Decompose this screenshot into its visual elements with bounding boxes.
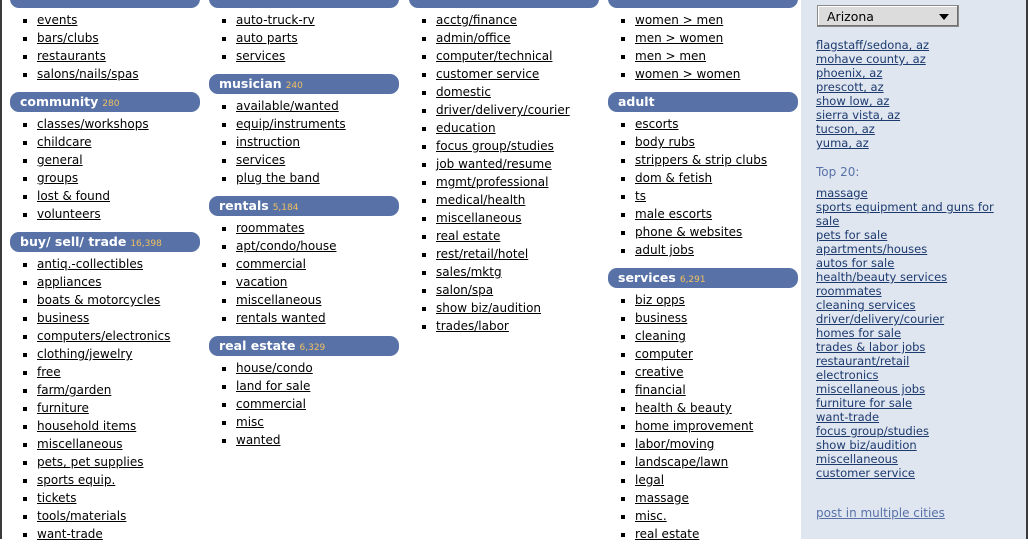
list-item — [10, 525, 200, 543]
category-link[interactable]: services — [236, 153, 286, 167]
category-link[interactable]: mgmt/professional — [436, 175, 549, 189]
list-item — [608, 65, 798, 83]
category-link[interactable]: adult jobs — [635, 243, 694, 257]
category-link[interactable]: misc. — [635, 509, 667, 523]
list-item — [816, 424, 996, 438]
category-link[interactable]: commercial — [236, 257, 306, 271]
category-link[interactable]: clothing/jewelry — [37, 347, 133, 361]
list-item — [10, 133, 200, 151]
section-count: 6,329 — [299, 343, 326, 353]
category-link[interactable]: massage — [635, 491, 689, 505]
list-item — [10, 65, 200, 83]
top20-link[interactable]: apartments/houses — [816, 242, 928, 256]
list-item — [608, 417, 798, 435]
list-item — [816, 438, 996, 452]
section-header[interactable] — [209, 336, 399, 356]
section-header[interactable] — [10, 0, 200, 8]
category-link[interactable]: ts — [635, 189, 646, 203]
list-item — [209, 273, 399, 291]
category-link[interactable]: phone & websites — [635, 225, 743, 239]
category-link[interactable]: want-trade — [37, 527, 103, 541]
list-item — [10, 489, 200, 507]
list-item — [409, 47, 599, 65]
list-item — [10, 169, 200, 187]
top20-link[interactable]: driver/delivery/courier — [816, 312, 945, 326]
category-link[interactable]: admin/office — [436, 31, 511, 45]
list-item — [816, 382, 996, 396]
section-count: 6,291 — [679, 275, 706, 285]
list-item — [816, 410, 996, 424]
section-col2-top — [209, 0, 399, 65]
section-real-estate — [209, 336, 399, 449]
list-item — [608, 345, 798, 363]
top20-link[interactable]: electronics — [816, 368, 879, 382]
list-item — [608, 507, 798, 525]
list-item — [10, 507, 200, 525]
list-item — [409, 101, 599, 119]
section-col1-top — [10, 0, 200, 83]
category-link[interactable]: available/wanted — [236, 99, 339, 113]
category-link[interactable]: real estate — [635, 527, 700, 541]
category-link[interactable]: financial — [635, 383, 686, 397]
list-item — [209, 377, 399, 395]
state-select[interactable] — [817, 5, 959, 27]
list-item — [209, 237, 399, 255]
list-item — [209, 359, 399, 377]
category-link[interactable]: wanted — [236, 433, 281, 447]
category-link[interactable]: auto parts — [236, 31, 298, 45]
section-adult — [608, 92, 798, 259]
category-link[interactable]: women > men — [635, 13, 724, 27]
list-item — [816, 108, 996, 122]
link-list — [608, 11, 798, 83]
list-item — [10, 291, 200, 309]
list-item — [209, 29, 399, 47]
list-item — [10, 151, 200, 169]
category-link[interactable]: legal — [635, 473, 665, 487]
list-item — [608, 381, 798, 399]
section-header[interactable] — [409, 0, 599, 8]
top20-link[interactable]: homes for sale — [816, 326, 902, 340]
category-link[interactable]: business — [37, 311, 90, 325]
list-item — [409, 299, 599, 317]
list-item — [816, 270, 996, 284]
list-item — [10, 345, 200, 363]
category-link[interactable]: men > women — [635, 31, 724, 45]
list-item — [10, 471, 200, 489]
list-item — [209, 413, 399, 431]
list-item — [816, 298, 996, 312]
link-list — [608, 115, 798, 259]
category-link[interactable]: vacation — [236, 275, 288, 289]
top20-link[interactable]: health/beauty services — [816, 270, 948, 284]
top20-link[interactable]: autos for sale — [816, 256, 895, 270]
list-item — [816, 452, 996, 466]
list-item — [10, 11, 200, 29]
top20-link[interactable]: pets for sale — [816, 228, 888, 242]
list-item — [816, 326, 996, 340]
section-header[interactable] — [608, 268, 798, 288]
category-link[interactable]: auto-truck-rv — [236, 13, 315, 27]
section-count: 16,398 — [130, 239, 162, 249]
category-link[interactable]: household items — [37, 419, 137, 433]
link-list — [409, 11, 599, 335]
city-link[interactable]: phoenix, az — [816, 66, 883, 80]
category-link[interactable]: rest/retail/hotel — [436, 247, 529, 261]
category-link[interactable]: commercial — [236, 397, 306, 411]
list-item — [608, 435, 798, 453]
list-item — [10, 309, 200, 327]
post-multiple-cities-link[interactable]: post in multiple cities — [816, 506, 945, 520]
category-link[interactable]: body rubs — [635, 135, 695, 149]
list-item — [10, 29, 200, 47]
category-link[interactable]: women > women — [635, 67, 741, 81]
category-link[interactable]: show biz/audition — [436, 301, 542, 315]
chevron-down-icon[interactable] — [939, 14, 949, 20]
category-link[interactable]: miscellaneous — [436, 211, 522, 225]
list-item — [816, 186, 996, 200]
section-header[interactable] — [608, 92, 798, 112]
list-item — [409, 65, 599, 83]
category-link[interactable]: tools/materials — [37, 509, 127, 523]
category-link[interactable]: creative — [635, 365, 684, 379]
category-link[interactable]: escorts — [635, 117, 679, 131]
category-link[interactable]: lost & found — [37, 189, 111, 203]
link-list — [209, 359, 399, 449]
section-services — [608, 268, 798, 543]
category-link[interactable]: apt/condo/house — [236, 239, 337, 253]
section-title[interactable]: buy/ sell/ trade — [20, 234, 127, 249]
list-item — [608, 471, 798, 489]
city-link[interactable]: tucson, az — [816, 122, 875, 136]
section-community — [10, 92, 200, 223]
list-item — [409, 11, 599, 29]
top20-link[interactable]: massage — [816, 186, 868, 200]
category-link[interactable]: services — [236, 49, 286, 63]
category-link[interactable]: bars/clubs — [37, 31, 99, 45]
list-item — [409, 245, 599, 263]
list-item — [209, 431, 399, 449]
list-item — [608, 29, 798, 47]
city-link[interactable]: flagstaff/sedona, az — [816, 38, 930, 52]
category-link[interactable]: acctg/finance — [436, 13, 518, 27]
list-item — [608, 291, 798, 309]
link-list — [10, 255, 200, 543]
list-item — [608, 309, 798, 327]
section-header[interactable] — [209, 0, 399, 8]
category-link[interactable]: equip/instruments — [236, 117, 346, 131]
city-link[interactable]: sierra vista, az — [816, 108, 901, 122]
link-list — [10, 115, 200, 223]
list-item — [409, 119, 599, 137]
column-3 — [409, 0, 599, 344]
top20-title: Top 20: — [816, 165, 860, 179]
list-item — [608, 115, 798, 133]
list-item — [209, 169, 399, 187]
category-link[interactable]: focus group/studies — [436, 139, 554, 153]
top20-link[interactable]: focus group/studies — [816, 424, 929, 438]
list-item — [608, 205, 798, 223]
category-link[interactable]: computers/electronics — [37, 329, 171, 343]
city-link[interactable]: show low, az — [816, 94, 890, 108]
section-header[interactable] — [608, 0, 798, 8]
category-link[interactable]: miscellaneous — [37, 437, 123, 451]
category-link[interactable]: groups — [37, 171, 79, 185]
category-link[interactable]: rentals wanted — [236, 311, 326, 325]
category-link[interactable]: appliances — [37, 275, 102, 289]
category-link[interactable]: health & beauty — [635, 401, 732, 415]
category-link[interactable]: general — [37, 153, 83, 167]
list-item — [816, 284, 996, 298]
list-item — [608, 133, 798, 151]
list-item — [816, 136, 996, 150]
category-link[interactable]: volunteers — [37, 207, 101, 221]
section-title[interactable]: rentals — [219, 198, 269, 213]
category-link[interactable]: miscellaneous — [236, 293, 322, 307]
list-item — [409, 137, 599, 155]
category-link[interactable]: furniture — [37, 401, 89, 415]
category-link[interactable]: men > men — [635, 49, 707, 63]
section-title[interactable]: community — [20, 94, 99, 109]
category-link[interactable]: house/condo — [236, 361, 313, 375]
list-item — [608, 11, 798, 29]
category-link[interactable]: labor/moving — [635, 437, 715, 451]
city-link[interactable]: prescott, az — [816, 80, 884, 94]
list-item — [608, 223, 798, 241]
category-link[interactable]: computer — [635, 347, 693, 361]
category-link[interactable]: education — [436, 121, 496, 135]
list-item — [608, 453, 798, 471]
top20-link[interactable]: furniture for sale — [816, 396, 913, 410]
list-item — [816, 66, 996, 80]
category-link[interactable]: plug the band — [236, 171, 320, 185]
top20-link[interactable]: sports equipment and guns for sale — [816, 200, 994, 228]
list-item — [608, 327, 798, 345]
link-list — [209, 97, 399, 187]
list-item — [10, 205, 200, 223]
list-item — [10, 273, 200, 291]
section-musician — [209, 74, 399, 187]
category-link[interactable]: restaurants — [37, 49, 106, 63]
section-col3-top — [409, 0, 599, 335]
section-header[interactable] — [209, 74, 399, 94]
list-item — [10, 381, 200, 399]
category-link[interactable]: pets, pet supplies — [37, 455, 144, 469]
category-link[interactable]: roommates — [236, 221, 305, 235]
section-col4-top — [608, 0, 798, 83]
city-link[interactable]: yuma, az — [816, 136, 869, 150]
category-link[interactable]: male escorts — [635, 207, 713, 221]
top20-link[interactable]: want-trade — [816, 410, 880, 424]
category-link[interactable]: sports equip. — [37, 473, 116, 487]
section-header[interactable] — [209, 196, 399, 216]
link-list — [10, 11, 200, 83]
list-item — [816, 200, 996, 228]
list-item — [608, 151, 798, 169]
list-item — [209, 255, 399, 273]
category-link[interactable]: land for sale — [236, 379, 311, 393]
list-item — [816, 242, 996, 256]
list-item — [209, 97, 399, 115]
list-item — [608, 399, 798, 417]
section-header[interactable] — [10, 232, 200, 252]
list-item — [409, 173, 599, 191]
list-item — [608, 169, 798, 187]
list-item — [209, 291, 399, 309]
list-item — [816, 312, 996, 326]
category-link[interactable]: classes/workshops — [37, 117, 149, 131]
category-link[interactable]: computer/technical — [436, 49, 553, 63]
list-item — [816, 80, 996, 94]
list-item — [209, 219, 399, 237]
list-item — [10, 47, 200, 65]
section-count: 280 — [102, 99, 120, 109]
list-item — [816, 52, 996, 66]
list-item — [608, 525, 798, 543]
list-item — [409, 317, 599, 335]
link-list — [608, 291, 798, 543]
list-item — [608, 241, 798, 259]
list-item — [209, 47, 399, 65]
category-link[interactable]: home improvement — [635, 419, 754, 433]
category-link[interactable]: sales/mktg — [436, 265, 502, 279]
list-item — [409, 281, 599, 299]
list-item — [409, 227, 599, 245]
category-link[interactable]: instruction — [236, 135, 301, 149]
list-item — [10, 363, 200, 381]
sidebar — [801, 0, 1026, 539]
list-item — [816, 368, 996, 382]
list-item — [816, 94, 996, 108]
top20-link[interactable]: restaurant/retail — [816, 354, 910, 368]
list-item — [816, 396, 996, 410]
section-title[interactable]: adult — [618, 94, 655, 109]
category-link[interactable]: salon/spa — [436, 283, 494, 297]
category-link[interactable]: medical/health — [436, 193, 526, 207]
section-rentals — [209, 196, 399, 327]
category-link[interactable]: salons/nails/spas — [37, 67, 139, 81]
category-link[interactable]: real estate — [436, 229, 501, 243]
top20-link[interactable]: roommates — [816, 284, 882, 298]
section-count: 5,184 — [272, 203, 299, 213]
list-item — [409, 191, 599, 209]
list-item — [10, 417, 200, 435]
category-link[interactable]: driver/delivery/courier — [436, 103, 570, 117]
category-link[interactable]: biz opps — [635, 293, 685, 307]
top20-link[interactable]: show biz/audition — [816, 438, 917, 452]
list-item — [816, 38, 996, 52]
list-item — [209, 133, 399, 151]
section-title[interactable]: services — [618, 270, 676, 285]
list-item — [409, 209, 599, 227]
category-link[interactable]: events — [37, 13, 78, 27]
link-list — [209, 11, 399, 65]
list-item — [608, 489, 798, 507]
category-link[interactable]: antiq.-collectibles — [37, 257, 143, 271]
city-list — [816, 38, 996, 150]
top20-link[interactable]: miscellaneous — [816, 452, 898, 466]
category-link[interactable]: free — [37, 365, 61, 379]
list-item — [209, 395, 399, 413]
list-item — [209, 309, 399, 327]
category-link[interactable]: boats & motorcycles — [37, 293, 161, 307]
list-item — [816, 228, 996, 242]
category-link[interactable]: misc — [236, 415, 264, 429]
list-item — [10, 255, 200, 273]
category-link[interactable]: childcare — [37, 135, 92, 149]
category-link[interactable]: farm/garden — [37, 383, 112, 397]
list-item — [409, 155, 599, 173]
list-item — [816, 256, 996, 270]
left-border — [0, 0, 2, 539]
category-link[interactable]: customer service — [436, 67, 540, 81]
category-link[interactable]: tickets — [37, 491, 77, 505]
list-item — [10, 399, 200, 417]
category-link[interactable]: cleaning — [635, 329, 686, 343]
section-title[interactable]: musician — [219, 76, 282, 91]
list-item — [10, 115, 200, 133]
list-item — [10, 453, 200, 471]
list-item — [209, 151, 399, 169]
list-item — [209, 11, 399, 29]
list-item — [816, 466, 996, 480]
list-item — [10, 435, 200, 453]
list-item — [209, 115, 399, 133]
category-link[interactable]: dom & fetish — [635, 171, 713, 185]
state-select-value: Arizona — [827, 9, 874, 24]
list-item — [10, 187, 200, 205]
list-item — [608, 187, 798, 205]
column-1 — [10, 0, 200, 552]
top20-link[interactable]: trades & labor jobs — [816, 340, 926, 354]
top20-list — [816, 186, 996, 480]
column-4 — [608, 0, 798, 552]
city-link[interactable]: mohave county, az — [816, 52, 926, 66]
section-buy-sell-trade — [10, 232, 200, 543]
list-item — [409, 263, 599, 281]
list-item — [608, 363, 798, 381]
list-item — [816, 354, 996, 368]
top20-link[interactable]: cleaning services — [816, 298, 916, 312]
category-link[interactable]: strippers & strip clubs — [635, 153, 768, 167]
top20-link[interactable]: customer service — [816, 466, 916, 480]
section-title[interactable]: real estate — [219, 338, 296, 353]
list-item — [409, 83, 599, 101]
top20-link[interactable]: miscellaneous jobs — [816, 382, 926, 396]
list-item — [10, 327, 200, 345]
link-list — [209, 219, 399, 327]
category-link[interactable]: trades/labor — [436, 319, 509, 333]
list-item — [816, 340, 996, 354]
list-item — [816, 122, 996, 136]
category-link[interactable]: domestic — [436, 85, 491, 99]
category-link[interactable]: job wanted/resume — [436, 157, 552, 171]
column-2 — [209, 0, 399, 458]
category-link[interactable]: landscape/lawn — [635, 455, 729, 469]
section-count: 240 — [285, 81, 303, 91]
category-link[interactable]: business — [635, 311, 688, 325]
list-item — [409, 29, 599, 47]
list-item — [608, 47, 798, 65]
section-header[interactable] — [10, 92, 200, 112]
